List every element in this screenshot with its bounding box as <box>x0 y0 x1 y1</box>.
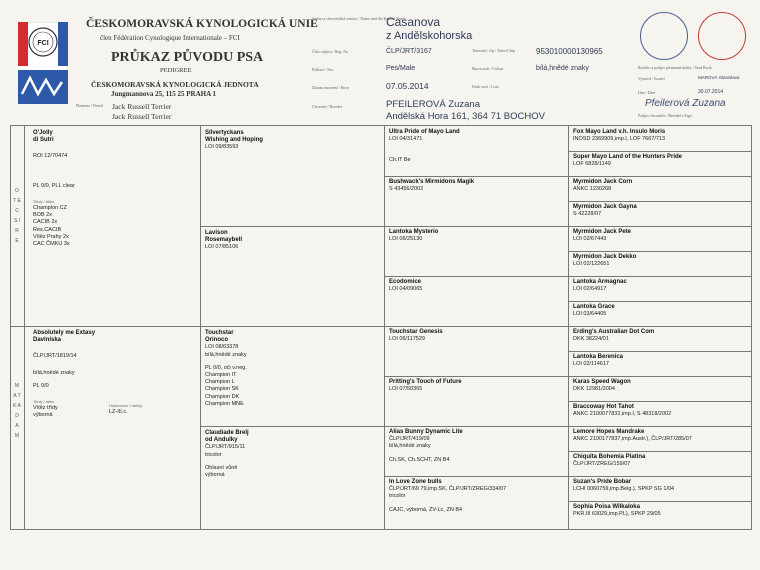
dam-name: Absolutely me Extasy <box>33 330 96 336</box>
sire-label: O T E C S I R E <box>13 188 21 244</box>
gen4-reg-16: PKR.III 63029,imp.PL), SPKP 29/05 <box>573 511 661 518</box>
gen3-name-1: Ultra Pride of Mayo Land <box>389 129 460 135</box>
gen4-name-6: Myrmidon Jack Dekko <box>573 254 637 260</box>
gen3-cell-2 <box>389 179 564 193</box>
gen4-name-4: Myrmidon Jack Gayna <box>573 204 637 210</box>
gen2-kennel-1: Wishing and Hoping <box>205 137 263 144</box>
gen3-reg-2: S 43456/2002 <box>389 186 424 193</box>
dam-health: PL 0/0 <box>33 382 49 389</box>
label-breeder: Chovatel / Breeder <box>312 104 343 109</box>
gen3-name-6: Pritting's Touch of Future <box>389 379 462 385</box>
gen4-name-5: Myrmidon Jack Pete <box>573 229 632 235</box>
dog-born: 07.05.2014 <box>386 81 429 91</box>
gen3-name-4: Ecodomice <box>389 279 422 285</box>
label-reg: Číslo zápisu / Reg. No <box>312 49 349 54</box>
gen2-reg-3: LOI 08/63378 <box>205 344 239 351</box>
club-address: Jungmannova 25, 115 25 PRAHA 1 <box>111 90 217 98</box>
club-name: ČESKOMORAVSKÁ KYNOLOGICKÁ JEDNOTA <box>91 80 259 89</box>
gen4-reg-1: INOSD 2369909,imp.I, LOF 7667/713 <box>573 136 666 143</box>
gen4-cell-9 <box>573 329 749 343</box>
pedigree-grid <box>10 125 752 530</box>
label-sex: Pohlaví / Sex <box>312 67 334 72</box>
dam-color: bílá,hnědé znaky <box>33 369 75 376</box>
doc-subtitle: PEDIGREE <box>160 67 192 74</box>
gen4-cell-14 <box>573 454 749 468</box>
gen4-name-1: Fox Mayo Land v.h. Insulo Moris <box>573 129 666 135</box>
gen3-cell-6 <box>389 379 564 393</box>
gen3-name-2: Bushwack's Mirmidons Magik <box>389 179 475 185</box>
gen3-name-5: Touchstar Genesis <box>389 329 443 335</box>
gen4-reg-10: LOI 02/114617 <box>573 361 609 368</box>
gen2-reg-4: ČLP/JRT/915/11 <box>205 444 246 451</box>
gen3-cell-4 <box>389 279 564 293</box>
gen2-kennel-3: Orinoco <box>205 337 229 344</box>
gen2-extra-3: PL 0/0, oči v.neg. Champion IT Champion L Champion SK Champion DK Champion MNE <box>205 364 247 407</box>
label-issuer: Vystavil / Issued <box>638 76 665 81</box>
gen4-name-9: Erding's Australian Dot Com <box>573 329 655 335</box>
gen3-color-7: bílá,hnědé znaky <box>389 443 431 450</box>
gen3-extra-1: Ch.IT Be <box>389 157 411 164</box>
gen2-name-4: Claudiade Brelj <box>205 430 249 436</box>
gen2-cell-3 <box>205 330 380 408</box>
doc-title: PRŮKAZ PŮVODU PSA <box>111 50 264 65</box>
breeder-address: Andělská Hora 161, 364 71 BOCHOV <box>386 111 545 122</box>
org-member: člen Fédération Cynologique Internationale – FCI <box>100 34 240 42</box>
gen4-reg-5: LOI 02/67443 <box>573 236 607 243</box>
dog-chip: 953010000130965 <box>536 47 603 56</box>
gen4-cell-7 <box>573 279 749 293</box>
dog-reg-no: ČLP/JRT/3167 <box>386 48 432 55</box>
gen4-name-13: Lemore Hopes Mandrake <box>573 429 645 435</box>
gen4-reg-11: DKK 12981/2004 <box>573 386 615 393</box>
gen2-extra-4: Ohlasní vůně výborná <box>205 464 238 479</box>
gen3-extra-7: Ch.SK, Ch.SCHT, ZN B4 <box>389 456 450 463</box>
label-stamp: Razítko a podpis plemenné knihy / Stud Book <box>638 65 712 70</box>
gen4-reg-2: LOF 6828/1149 <box>573 161 611 168</box>
gen4-name-10: Lantoka Berenica <box>573 354 624 360</box>
gen4-cell-1 <box>573 129 749 143</box>
gen3-reg-4: LOI 04/09065 <box>389 286 423 293</box>
sire-name: O'Jolly <box>33 130 53 136</box>
stud-book-stamp-icon <box>640 12 688 60</box>
gen3-reg-6: LOI 07/50365 <box>389 386 423 393</box>
gen4-reg-12: ANKC 2100077832,imp.I, S 48318/2002 <box>573 411 672 418</box>
gen4-name-16: Sophia Poisa Wilkaloka <box>573 504 640 510</box>
gen2-color-4: tricolor <box>205 451 222 458</box>
gen3-name-7: Alias Bunny Dynamic Lite <box>389 429 463 435</box>
dam-extra-label: Hodnocení / rating <box>109 403 142 408</box>
gen4-cell-13 <box>573 429 749 443</box>
breed-label: Plemeno / Breed <box>76 103 103 108</box>
gen4-cell-8 <box>573 304 749 318</box>
gen4-cell-12 <box>573 404 749 418</box>
gen4-reg-15: LCHI 0060759,imp.Belg.), SPKP SG 1/04 <box>573 486 675 493</box>
label-color: Barva srsti / Colour <box>472 66 504 71</box>
label-signature: Podpis chovatele / Breeder's Sign. <box>638 113 693 118</box>
dog-kennel: z Andělskohorska <box>386 30 473 42</box>
gen4-reg-13: ANKC 2100177837,imp.Austr.), ČLP/JRT/285/07 <box>573 436 692 443</box>
breed-line2: Jack Russell Terrier <box>112 112 172 121</box>
gen3-name-3: Lantoka Mysterio <box>389 229 439 235</box>
gen3-cell-3 <box>389 229 564 243</box>
dog-name: Casanova <box>386 15 441 29</box>
gen3-reg-3: LOI 06/25130 <box>389 236 423 243</box>
gen3-reg-5: LOI 06/117529 <box>389 336 425 343</box>
gen4-cell-4 <box>573 204 749 218</box>
sire-titles: Champion CZ BOB 2x CACIB 2x Res.CACIB Vítěz Prahy 2x CAC ČMKU 3x <box>33 205 70 248</box>
dam-reg: ČLP/JRT/1819/14 <box>33 353 77 360</box>
sire-titles-label: Tituly / titles <box>33 198 55 204</box>
breeder-name: PFEILEROVÁ Zuzana <box>386 99 480 110</box>
dam-label: M A T K A D A M <box>13 383 21 439</box>
sire-cell <box>33 130 193 248</box>
gen4-name-12: Braccoway Hot Tahot <box>573 404 634 410</box>
dam-kennel: Daviniska <box>33 337 62 344</box>
issue-date: 30.07.2014 <box>698 89 724 95</box>
gen3-extra-8: CAJC, výborná, ZV-Lc, ZN B4 <box>389 506 463 513</box>
gen3-reg-7: ČLP/JRT/419/09 <box>389 436 430 443</box>
gen4-cell-11 <box>573 379 749 393</box>
gen2-color-3: bílá,hnědé znaky <box>205 351 247 358</box>
gen4-name-7: Lantoka Armagnac <box>573 279 627 285</box>
gen2-kennel-4: od Andulky <box>205 437 238 444</box>
gen4-reg-8: LOI 03/64405 <box>573 311 607 318</box>
gen2-name-1: Silvertyckans <box>205 130 244 136</box>
gen3-cell-5 <box>389 329 564 343</box>
gen4-reg-4: S 42228/07 <box>573 211 602 218</box>
gen3-cell-1 <box>389 129 564 165</box>
dam-extra: LZ-III.c. <box>109 409 128 416</box>
gen4-reg-3: ANKC 1230268 <box>573 186 612 193</box>
label-coat: Druh srsti / Coat <box>472 84 499 89</box>
dog-color: bílá,hnědé znaky <box>536 65 589 72</box>
gen4-cell-3 <box>573 179 749 193</box>
gen4-reg-6: LOI 02/122651 <box>573 261 610 268</box>
dam-titles-label: Tituly / titles <box>33 399 55 405</box>
breed-line1: Jack Russell Terrier <box>112 102 172 111</box>
gen2-cell-1 <box>205 130 380 152</box>
sire-reg: ROI 12/70474 <box>33 153 68 160</box>
club-stamp-icon <box>698 12 746 60</box>
gen4-name-2: Super Mayo Land of the Hunters Pride <box>573 154 683 160</box>
gen4-name-8: Lantoka Grace <box>573 304 615 310</box>
gen3-cell-7 <box>389 429 564 464</box>
gen4-reg-9: DKK 38224/01 <box>573 336 609 343</box>
gen4-reg-7: LOI 02/64917 <box>573 286 607 293</box>
label-name: Jméno a chovatelská stanice / Name and the Kennel Name <box>312 16 406 21</box>
gen4-cell-15 <box>573 479 749 493</box>
gen3-reg-8: ČLP/JRT/69 79,imp.SK, ČLP/JRT/ZREG/334/07 <box>389 486 507 493</box>
dam-extra-cell <box>109 402 189 416</box>
gen3-cell-8 <box>389 479 564 514</box>
label-date: Dne / Date <box>638 90 656 95</box>
gen3-name-8: In Love Zone bulls <box>389 479 442 485</box>
gen4-cell-10 <box>573 354 749 368</box>
gen3-reg-1: LOI 04/31471 <box>389 136 423 143</box>
sire-health: PL 0/0, PLL clear <box>33 182 75 189</box>
gen4-name-3: Myrmidon Jack Corn <box>573 179 633 185</box>
org-name: ČESKOMORAVSKÁ KYNOLOGICKÁ UNIE <box>86 18 318 30</box>
gen4-cell-6 <box>573 254 749 268</box>
gen4-name-14: Chiquita Bohemia Platina <box>573 454 646 460</box>
gen2-reg-1: LOI 09/83593 <box>205 144 239 151</box>
gen4-cell-2 <box>573 154 749 168</box>
sire-kennel: di Sutri <box>33 137 54 144</box>
label-born: Datum narození / Born <box>312 85 349 90</box>
svg-text:FCI: FCI <box>37 40 49 47</box>
gen3-color-8: tricolor <box>389 493 406 500</box>
gen4-name-15: Suzan's Pride Bobar <box>573 479 632 485</box>
gen2-name-3: Touchstar <box>205 330 234 336</box>
gen4-reg-14: ČLP/JRT/ZREG/159/07 <box>573 461 631 468</box>
breeder-signature: Pfeilerová Zuzana <box>645 98 726 109</box>
gen2-kennel-2: Rosemaybell <box>205 237 243 244</box>
gen2-name-2: Lavison <box>205 230 228 236</box>
gen2-reg-2: LOI 07/85106 <box>205 244 239 251</box>
dam-titles: Vítěz třídy výborná <box>33 405 58 419</box>
gen4-cell-16 <box>573 504 749 518</box>
gen2-cell-2 <box>205 230 380 252</box>
issued-by: MAROVÁ Stanislava <box>698 75 740 80</box>
fci-logo-icon <box>18 22 68 104</box>
label-tattoo: Tetování / čip / Tatoo/Chip <box>472 48 515 53</box>
gen4-cell-5 <box>573 229 749 243</box>
dog-sex: Pes/Male <box>386 65 416 72</box>
gen2-cell-4 <box>205 430 380 479</box>
gen4-name-11: Karas Speed Wagon <box>573 379 631 385</box>
